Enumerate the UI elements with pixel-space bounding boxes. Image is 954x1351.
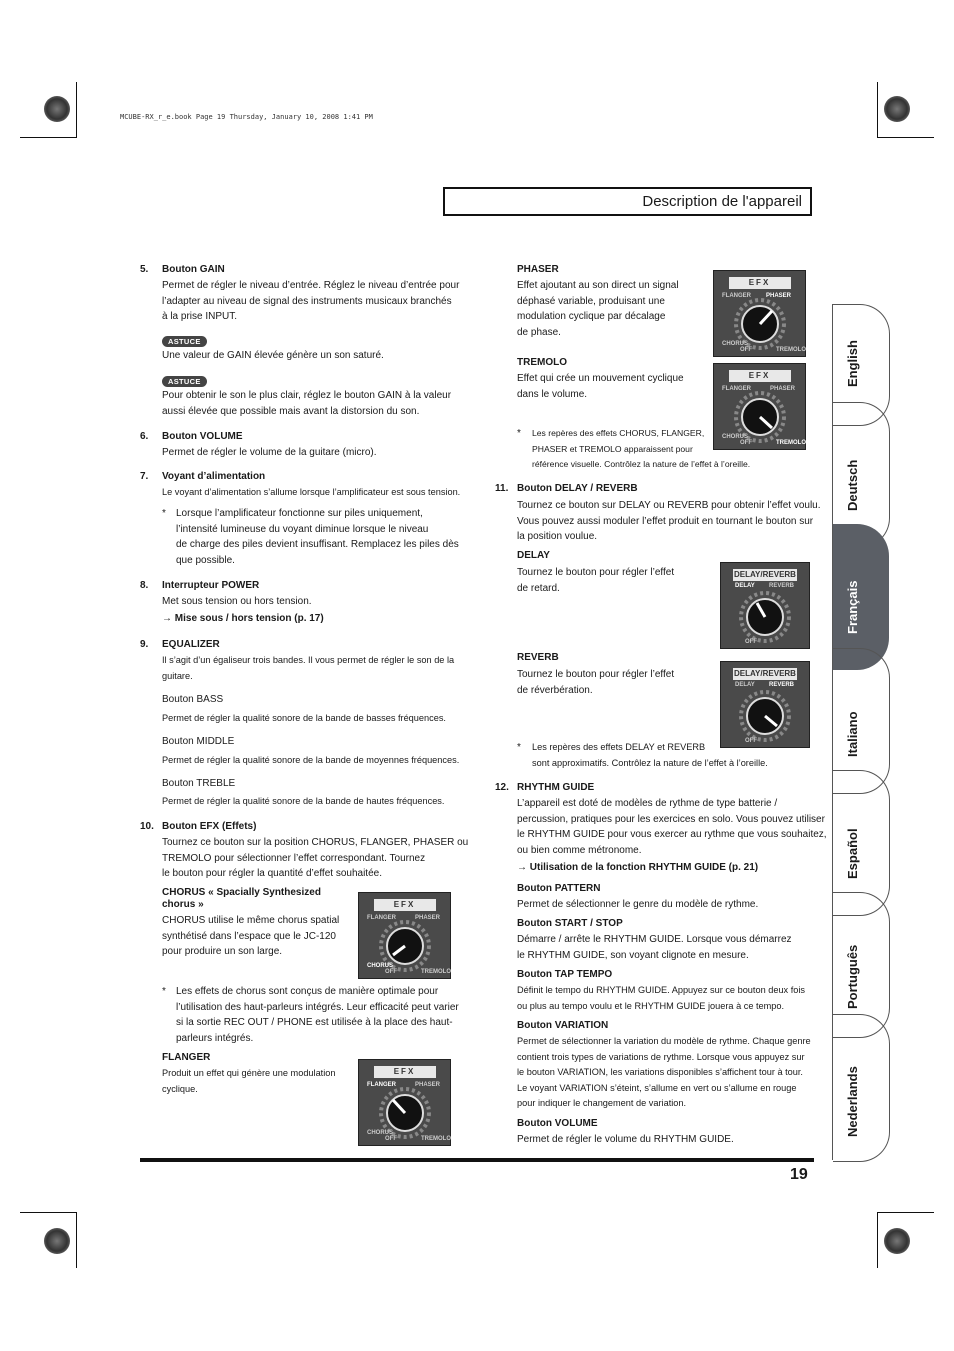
crop-line [20,1212,76,1213]
paragraph: L’appareil est doté de modèles de rythme de type batterie / percussion, pratiques pour les exercices en solo. Vous pouvez utiliser le RHYTHM GUIDE pour vous exercer au rythme que vous souhaitez, ou bien comme métronome. [517,798,827,856]
section-number: 9. [140,639,149,650]
bullet-text: Les repères des effets DELAY et REVERB sont approximatifs. Contrôlez la nature de l’effet à l’oreille. [532,742,768,768]
crop-line [76,1212,77,1268]
delay-reverb-knob-reverb-image: DELAY/REVERB DELAY REVERB OFF [720,661,810,748]
tab-deutsch[interactable]: Deutsch [833,402,890,548]
crop-line [76,82,77,138]
section-title: Voyant d’alimentation [162,471,266,482]
registration-mark-tr [884,96,910,122]
tip-text: Une valeur de GAIN élevée génère un son saturé. [162,350,384,361]
crop-line [20,137,76,138]
tip-badge: ASTUCE [162,336,207,347]
paragraph: Tournez le bouton pour régler l’effet de retard. [517,567,675,594]
tab-espanol[interactable]: Español [833,770,890,916]
subheading: Bouton MIDDLE [162,736,235,747]
paragraph: Permet de régler la qualité sonore de la bande de basses fréquences. [162,713,446,723]
subheading: CHORUS « Spacially Synthesized chorus » [162,887,321,910]
paragraph: Met sous tension ou hors tension. [162,596,312,607]
subheading: Bouton START / STOP [517,918,623,929]
paragraph: Définit le tempo du RHYTHM GUIDE. Appuyez sur ce bouton deux fois ou plus au tempo voulu et le RHYTHM GUIDE jouera à ce tempo. [517,985,806,1011]
crop-line [878,1212,934,1213]
paragraph: Permet de sélectionner la variation du modèle de rythme. Chaque genre contient trois types de variations de rythme. Lorsque vous appuyez sur le bouton VARIATION, les variations disponibles s’affichent tour à tour. Le voyant VARIATION s’éteint, s’allume en vert ou s’allume en rouge pour indiquer le changement de variation. [517,1036,811,1108]
paragraph: Permet de régler le volume de la guitare (micro). [162,447,377,458]
section-title: EQUALIZER [162,639,220,650]
paragraph: Démarre / arrête le RHYTHM GUIDE. Lorsque vous démarrez le RHYTHM GUIDE, son voyant clignote en mesure. [517,934,792,961]
registration-mark-bl [44,1228,70,1254]
section-title: Bouton EFX (Effets) [162,821,257,832]
subheading: REVERB [517,652,559,663]
page-title: Description de l'appareil [642,193,802,210]
section-title: Bouton GAIN [162,264,225,275]
subheading: TREMOLO [517,357,567,368]
paragraph: Tournez ce bouton sur DELAY ou REVERB pour obtenir l’effet voulu. Vous pouvez aussi moduler l’effet produit en tournant le bouton sur la position voulue. [517,500,821,542]
tab-english[interactable]: English [833,304,890,426]
paragraph: Il s’agit d’un égaliseur trois bandes. Il vous permet de régler le son de la guitare. [162,655,455,681]
registration-mark-br [884,1228,910,1254]
paragraph: Tournez le bouton pour régler l’effet de réverbération. [517,669,675,696]
efx-knob-tremolo-image: EFX FLANGER PHASER CHORUS OFF TREMOLO [713,363,806,450]
subheading: DELAY [517,550,550,561]
bullet-marker: * [162,508,166,519]
crop-line [878,137,934,138]
subheading: Bouton PATTERN [517,883,601,894]
cross-reference[interactable]: → Utilisation de la fonction RHYTHM GUIDE (p. 21) [517,862,759,873]
subheading: Bouton VOLUME [517,1118,598,1129]
efx-knob-chorus-image: EFX FLANGER PHASER CHORUS OFF TREMOLO [358,892,451,979]
paragraph: Permet de régler la qualité sonore de la bande de moyennes fréquences. [162,755,460,765]
paragraph: Permet de régler la qualité sonore de la bande de hautes fréquences. [162,796,445,806]
footer-rule [140,1158,814,1162]
section-title: Bouton VOLUME [162,431,243,442]
subheading: Bouton BASS [162,694,224,705]
tip-badge: ASTUCE [162,376,207,387]
subheading: Bouton TREBLE [162,778,236,789]
bullet-marker: * [517,428,521,439]
bullet-text: Lorsque l’amplificateur fonctionne sur piles uniquement, l’intensité lumineuse du voyant diminue lorsque le niveau de charge des piles devient insuffisant. Remplacez les piles dès que possible. [176,508,459,566]
paragraph: Le voyant d’alimentation s’allume lorsque l’amplificateur est sous tension. [162,487,461,497]
paragraph: Effet ajoutant au son direct un signal déphasé variable, produisant une modulation cyclique par décalage de phase. [517,280,679,338]
section-title: Interrupteur POWER [162,580,260,591]
tip-text: Pour obtenir le son le plus clair, réglez le bouton GAIN à la valeur aussi élevée que possible mais avant la distorsion du son. [162,390,452,417]
section-number: 11. [495,483,509,494]
tab-italiano[interactable]: Italiano [833,648,890,794]
registration-mark-tl [44,96,70,122]
paragraph: Permet de régler le niveau d’entrée. Réglez le niveau d’entrée pour l’adapter au niveau de signal des instruments musicaux branchés à la prise INPUT. [162,280,460,322]
efx-knob-flanger-image: EFX FLANGER PHASER CHORUS OFF TREMOLO [358,1059,451,1146]
subheading: Bouton VARIATION [517,1020,609,1031]
section-number: 10. [140,821,154,832]
bullet-marker: * [517,742,521,753]
paragraph: Permet de sélectionner le genre du modèle de rythme. [517,899,759,910]
section-title: RHYTHM GUIDE [517,782,595,793]
page-header [443,187,812,216]
paragraph: Produit un effet qui génère une modulation cyclique. [162,1068,336,1094]
file-meta-line: MCUBE-RX_r_e.book Page 19 Thursday, January 10, 2008 1:41 PM [120,113,373,121]
section-number: 12. [495,782,509,793]
tab-nederlands[interactable]: Nederlands [833,1014,890,1162]
subheading: FLANGER [162,1052,211,1063]
section-number: 8. [140,580,149,591]
paragraph: Tournez ce bouton sur la position CHORUS, FLANGER, PHASER ou TREMOLO pour sélectionner l’effet correspondant. Tournez le bouton pour régler la quantité d’effet souhaitée. [162,837,469,879]
crop-line [877,1212,878,1268]
cross-reference[interactable]: → Mise sous / hors tension (p. 17) [162,613,324,624]
paragraph: Effet qui crée un mouvement cyclique dans le volume. [517,373,684,400]
section-title: Bouton DELAY / REVERB [517,483,638,494]
paragraph: CHORUS utilise le même chorus spatial synthétisé dans l’espace que le JC-120 pour produire un son large. [162,915,340,957]
bullet-text: Les effets de chorus sont conçus de manière optimale pour l’utilisation des haut-parleurs intégrés. Leur efficacité peut varier si la sortie REC OUT / PHONE est utilisée à la place des haut- parleurs intégrés. [176,986,459,1044]
bullet-text: Les repères des effets CHORUS, FLANGER, PHASER et TREMOLO apparaissent pour référence visuelle. Contrôlez la nature de l’effet à l’oreille. [532,428,751,469]
section-number: 5. [140,264,149,275]
section-number: 6. [140,431,149,442]
section-number: 7. [140,471,149,482]
tab-portugues[interactable]: Português [833,892,890,1038]
delay-reverb-knob-delay-image: DELAY/REVERB DELAY REVERB OFF [720,562,810,649]
subheading: Bouton TAP TEMPO [517,969,613,980]
bullet-marker: * [162,986,166,997]
page-number: 19 [790,1166,808,1183]
tab-francais[interactable]: Français [833,524,889,670]
subheading: PHASER [517,264,559,275]
paragraph: Permet de régler le volume du RHYTHM GUIDE. [517,1134,734,1145]
crop-line [877,82,878,138]
efx-knob-phaser-image: EFX FLANGER PHASER CHORUS OFF TREMOLO [713,270,806,357]
